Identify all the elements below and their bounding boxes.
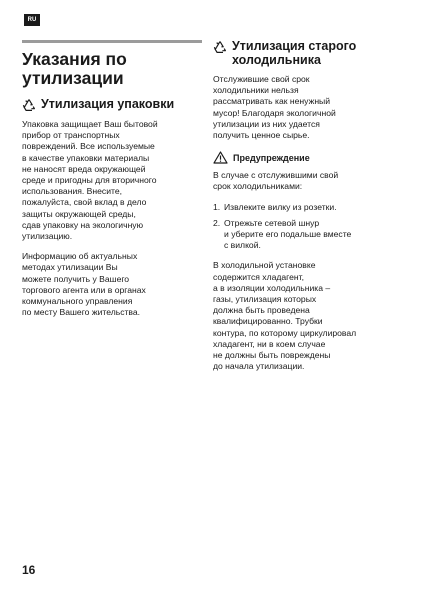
step-number: 1.: [213, 201, 221, 212]
old-fridge-paragraph-2: В холодильной установке содержится хладагент, а в изоляции холодильника – газы, утилизация которых должна быть проведена квалифицированно. Трубки контура, по которому циркулировал хладагент, ни в коем случае не должны быть повреждены до начала утилизации.: [213, 260, 357, 372]
packaging-heading-text: Утилизация упаковки: [41, 97, 175, 111]
warning-step-1: [213, 202, 403, 213]
right-column: [213, 40, 403, 381]
warning-heading: [213, 151, 403, 164]
old-fridge-section-heading: [213, 40, 403, 67]
recycle-icon: [213, 40, 227, 54]
packaging-section-heading: [22, 98, 202, 112]
recycle-icon: [22, 98, 36, 112]
title-rule: [22, 40, 202, 43]
warning-step-2: [213, 218, 403, 252]
page-number: 16: [22, 563, 36, 577]
warning-triangle-icon: [213, 151, 228, 164]
old-fridge-heading-text: Утилизация старого холодильника: [232, 39, 357, 67]
left-column: [22, 40, 202, 327]
step-text: Извлеките вилку из розетки.: [224, 201, 337, 212]
language-badge: RU: [24, 14, 40, 26]
warning-label: Предупреждение: [233, 152, 310, 163]
packaging-paragraph-1: Упаковка защищает Ваш бытовой прибор от транспортных повреждений. Все используемые в качестве упаковки материалы не наносят вреда окружающей среде и пригодны для вторичного использования. Внесите, пожалуйста, свой вклад в дело защиты окружающей среды, сдав упаковку на экологичную утилизацию.: [22, 119, 158, 242]
old-fridge-paragraph-1: Отслужившие свой срок холодильники нельзя рассматривать как ненужный мусор! Благодаря экологичной утилизации из них удается получить ценное сырье.: [213, 74, 336, 141]
page-title: Указания по утилизации: [22, 49, 127, 88]
packaging-paragraph-2: Информацию об актуальных методах утилизации Вы можете получить у Вашего торгового агента или в органах коммунального управления по месту Вашего жительства.: [22, 251, 146, 318]
step-number: 2.: [213, 217, 221, 228]
step-text: Отрежьте сетевой шнур и уберите его подальше вместе с вилкой.: [224, 217, 352, 251]
warning-intro: В случае с отслужившими свой срок холодильниками:: [213, 170, 339, 192]
